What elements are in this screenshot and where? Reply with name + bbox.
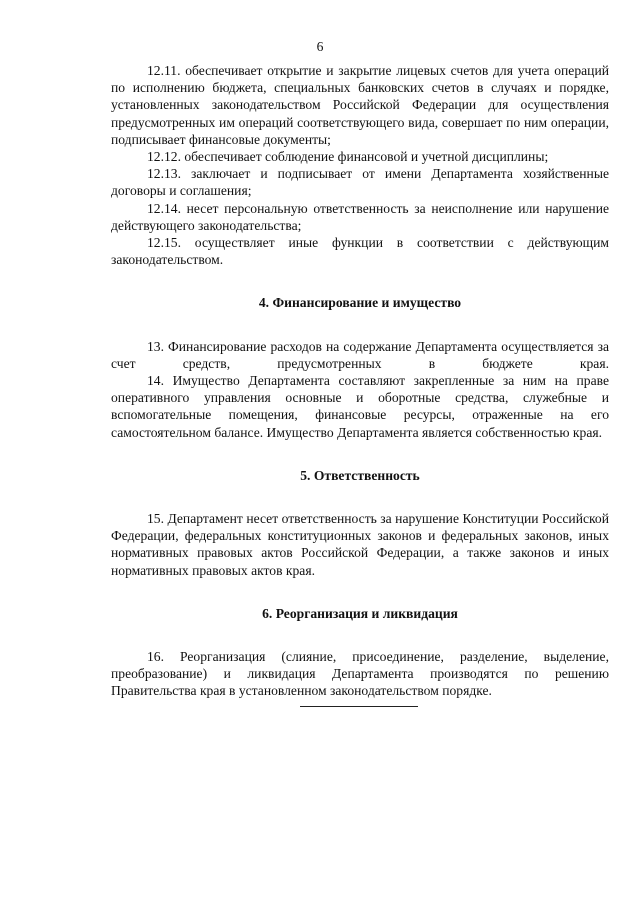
paragraph-12-11: 12.11. обеспечивает открытие и закрытие лицевых счетов для учета операций по исполнению бюджета, специальных банковских счетов в случаях и порядке, установленных законодательством Российской Федерации для осуществления предусмотренных им операций соответствующего вида, совершает по ним операции, подписывает финансовые документы; <box>111 63 609 147</box>
paragraph-15: 15. Департамент несет ответственность за нарушение Конституции Российской Федерации, федеральных конституционных законов и федеральных законов, иных нормативных правовых актов Российской Федерации, а также законов и иных нормативных правовых актов края. <box>111 511 609 578</box>
paragraph-13: 13. Финансирование расходов на содержание Департамента осуществляется за счет средств, предусмотренных в бюджете края. <box>111 338 609 371</box>
section-heading-financing: 4. Финансирование и имущество <box>258 295 462 311</box>
closing-rule <box>300 706 418 707</box>
paragraph-12-15: 12.15. осуществляет иные функции в соответствии с действующим законодательством. <box>111 235 609 268</box>
paragraph-12-12: 12.12. обеспечивает соблюдение финансовой и учетной дисциплины; <box>147 149 549 165</box>
paragraph-12-13: 12.13. заключает и подписывает от имени Департамента хозяйственные договоры и соглашения; <box>111 166 609 199</box>
paragraph-12-14: 12.14. несет персональную ответственность за неисполнение или нарушение действующего законодательства; <box>111 200 609 233</box>
paragraph-16: 16. Реорганизация (слияние, присоединение, разделение, выделение, преобразование) и ликвидация Департамента производятся по решению Правительства края в установленном законодательством порядке. <box>111 649 609 699</box>
section-heading-responsibility: 5. Ответственность <box>300 467 420 483</box>
paragraph-14: 14. Имущество Департамента составляют закрепленные за ним на праве оперативного управления основные и оборотные средства, служебные и вспомогательные помещения, финансовые ресурсы, отраженные на его самостоятельном балансе. Имущество Департамента является собственностью края. <box>111 373 609 440</box>
section-heading-reorganization: 6. Реорганизация и ликвидация <box>262 605 458 621</box>
page-number: 6 <box>316 39 324 54</box>
document-body <box>111 62 609 700</box>
